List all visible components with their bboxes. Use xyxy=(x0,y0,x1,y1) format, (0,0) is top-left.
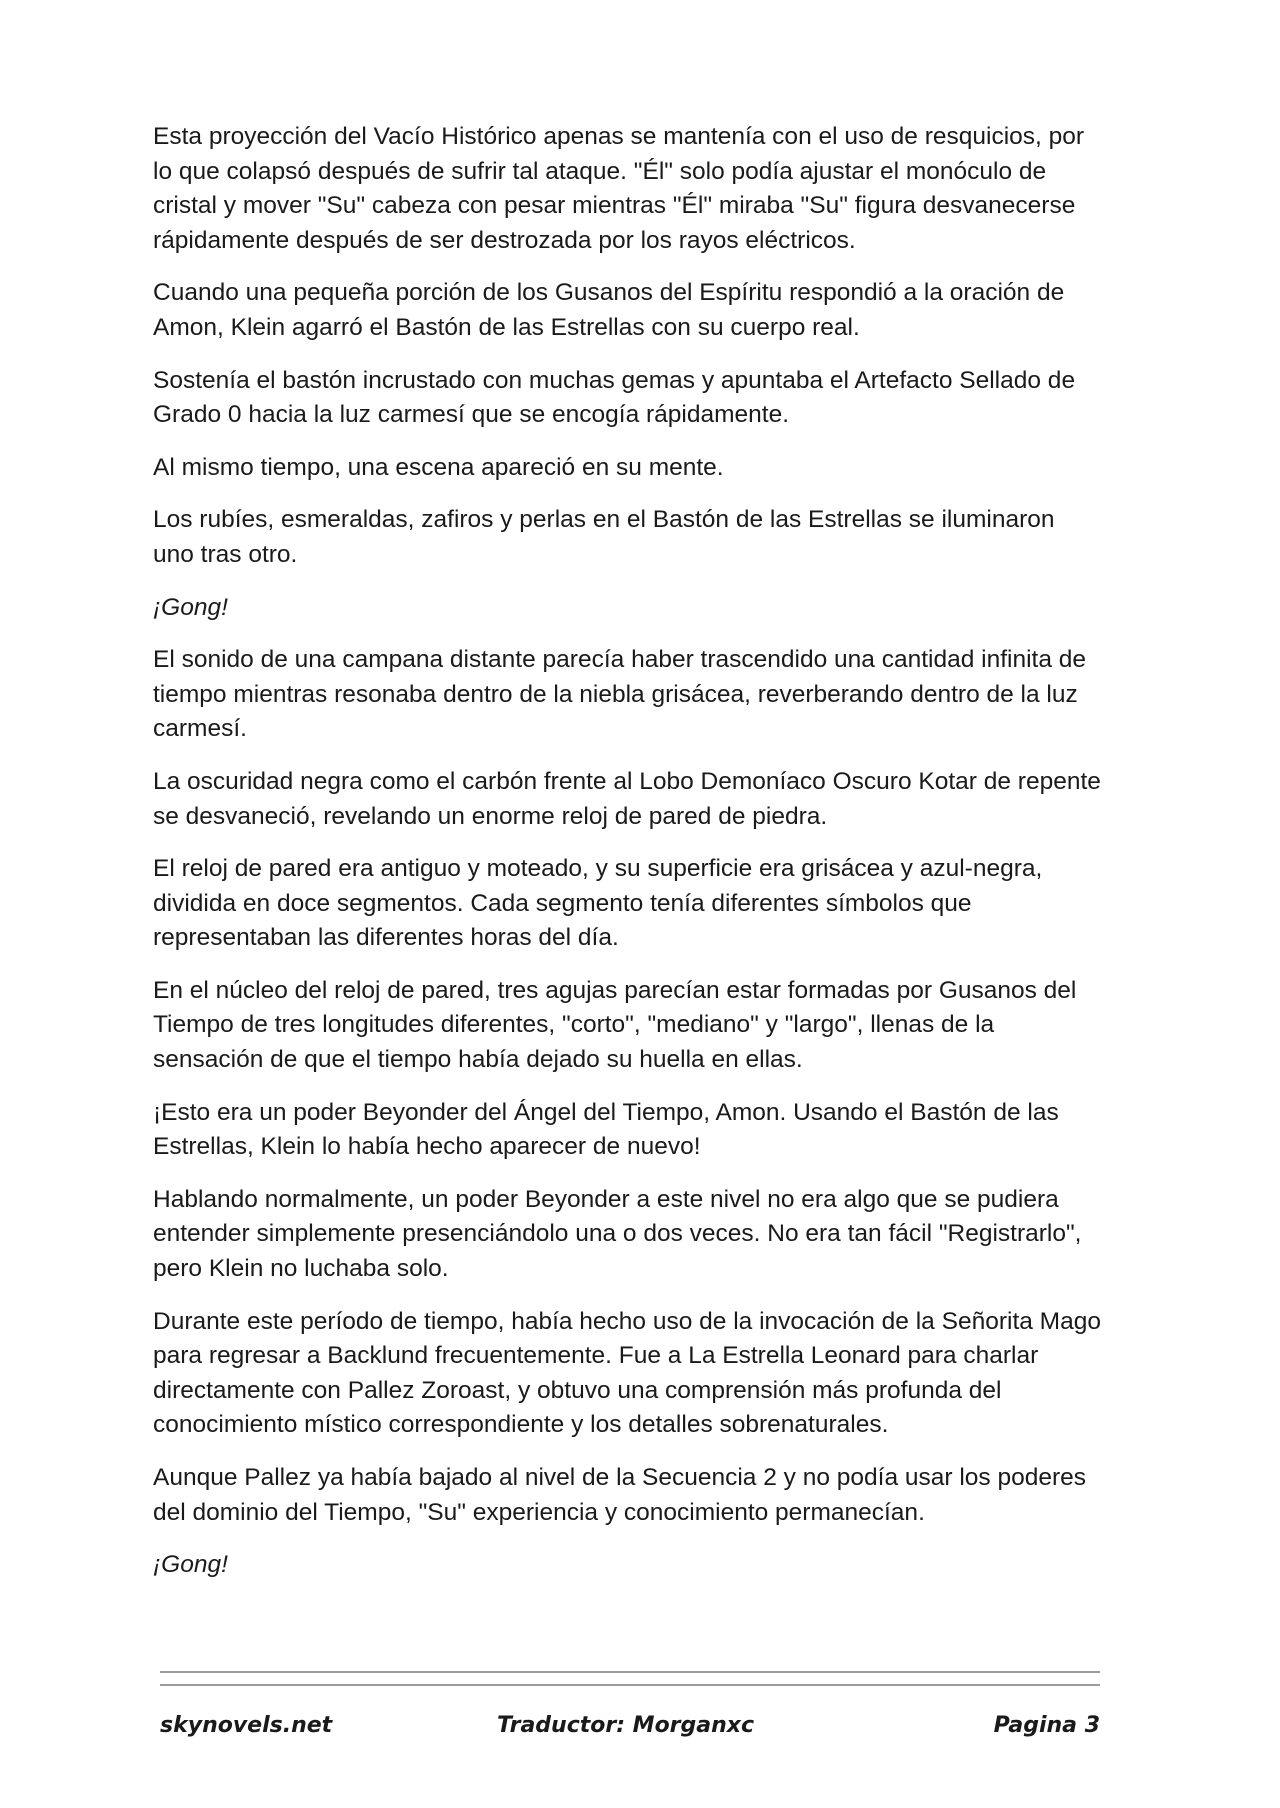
paragraph: El sonido de una campana distante parecía haber trascendido una cantidad infinita de tiempo mientras resonaba dentro de la niebla grisácea, reverberando dentro de la luz carmesí. xyxy=(153,646,1087,743)
paragraph: ¡Esto era un poder Beyonder del Ángel del Tiempo, Amon. Usando el Bastón de las Estrellas, Klein lo había hecho aparecer de nuevo! xyxy=(153,1098,1059,1161)
paragraph: Esta proyección del Vacío Histórico apenas se mantenía con el uso de resquicios, por lo que colapsó después de sufrir tal ataque. "Él" solo podía ajustar el monóculo de cristal y mover "Su" cabeza con pesar mientras "Él" miraba "Su" figura desvanecerse rápidamente después de ser destrozada por los rayos eléctricos. xyxy=(153,123,1085,254)
paragraph: Al mismo tiempo, una escena apareció en su mente. xyxy=(153,453,724,481)
footer-translator: Traductor: Morganxc xyxy=(497,1713,755,1738)
paragraph: Sostenía el bastón incrustado con muchas gemas y apuntaba el Artefacto Sellado de Grado 0 hacia la luz carmesí que se encogía rápidamente. xyxy=(153,366,1076,429)
document-body xyxy=(153,120,1101,1601)
footer-page-number: Pagina 3 xyxy=(993,1713,1100,1738)
paragraph: Cuando una pequeña porción de los Gusanos del Espíritu respondió a la oración de Amon, Klein agarró el Bastón de las Estrellas con su cuerpo real. xyxy=(153,279,1065,341)
footer-site: skynovels.net xyxy=(160,1713,333,1738)
paragraph: Hablando normalmente, un poder Beyonder a este nivel no era algo que se pudiera entender simplemente presenciándolo una o dos veces. No era tan fácil "Registrarlo", pero Klein no luchaba solo. xyxy=(153,1185,1082,1283)
paragraph: En el núcleo del reloj de pared, tres agujas parecían estar formadas por Gusanos del Tiempo de tres longitudes diferentes, "corto", "mediano" y "largo", llenas de la sensación de que el tiempo había dejado su huella en ellas. xyxy=(153,976,1077,1074)
paragraph: Los rubíes, esmeraldas, zafiros y perlas en el Bastón de las Estrellas se iluminaron uno tras otro. xyxy=(153,506,1055,568)
paragraph: Durante este período de tiempo, había hecho uso de la invocación de la Señorita Mago para regresar a Backlund frecuentemente. Fue a La Estrella Leonard para charlar directamente con Pallez Zoroast, y obtuvo una comprensión más profunda del conocimiento místico correspondiente y los detalles sobrenaturales. xyxy=(153,1307,1101,1439)
footer-divider-bottom xyxy=(160,1684,1100,1686)
paragraph: El reloj de pared era antiguo y moteado, y su superficie era grisácea y azul-negra, dividida en doce segmentos. Cada segmento tenía diferentes símbolos que representaban las diferentes horas del día. xyxy=(153,855,1043,952)
sound-effect-paragraph: ¡Gong! xyxy=(153,593,228,621)
footer-divider-top xyxy=(160,1671,1100,1673)
sound-effect-paragraph: ¡Gong! xyxy=(153,1551,228,1579)
paragraph: La oscuridad negra como el carbón frente al Lobo Demoníaco Oscuro Kotar de repente se desvaneció, revelando un enorme reloj de pared de piedra. xyxy=(153,767,1101,830)
page-footer xyxy=(160,1713,1100,1747)
paragraph: Aunque Pallez ya había bajado al nivel de la Secuencia 2 y no podía usar los poderes del dominio del Tiempo, "Su" experiencia y conocimiento permanecían. xyxy=(153,1464,1087,1526)
